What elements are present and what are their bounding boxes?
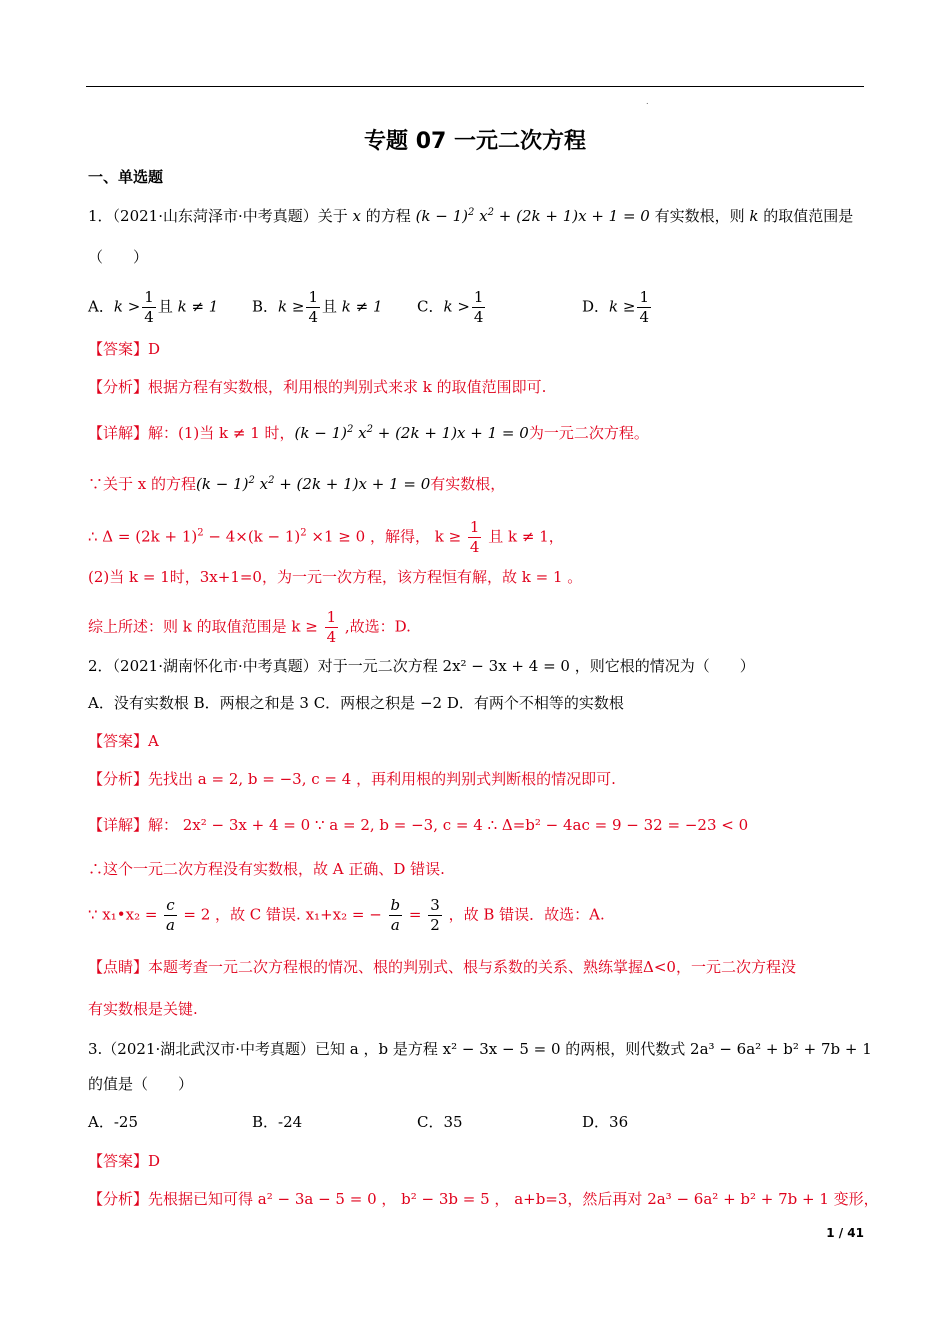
header-rule <box>86 86 864 87</box>
q1-line2: ∵关于 x 的方程$(k - 1)^2$ $x^2 + (2k + 1)x + 1 = 0$有实数根， <box>88 475 506 493</box>
q3-option-a: A．-25 <box>88 1113 138 1131</box>
q1-line3: ∴ $\Delta = (2k + 1)^2 - 4\times(k - 1)^2 \times 1 \ge 0$ ，解得， k ≥ $\frac{1}{4}$ 且 k ≠ 1， <box>88 518 564 556</box>
section-heading: 一、单选题 <box>88 168 164 186</box>
q2-line3: ∵ x₁•x₂ = $\frac{c}{a}$ = 2 ，故 C 错误. x₁+x₂ = − $\frac{b}{a}$ = $\frac{3}{2}$ ，故 B 错误．故选：A. <box>88 896 605 934</box>
q1-analysis: 【分析】根据方程有实数根，利用根的判别式来求 k 的取值范围即可. <box>88 378 547 396</box>
q2-line2: ∴这个一元二次方程没有实数根，故 A 正确、D 错误. <box>88 860 445 878</box>
q3-answer: 【答案】D <box>88 1152 161 1170</box>
q2-analysis: 【分析】先找出 a = 2, b = −3, c = 4 ，再利用根的判别式判断根的情况即可. <box>88 770 616 788</box>
q3-option-c: C．35 <box>417 1113 463 1131</box>
q2-answer: 【答案】A <box>88 732 159 750</box>
q3-option-b: B．-24 <box>252 1113 303 1131</box>
page-title: 专题 07 一元二次方程 <box>364 129 586 154</box>
q3-stem-b: 的值是（ ） <box>88 1075 194 1093</box>
q2-stem: 2．（2021·湖南怀化市·中考真题）对于一元二次方程 2x² − 3x + 4 = 0 ，则它根的情况为（ ） <box>88 657 755 675</box>
q3-option-d: D．36 <box>582 1113 629 1131</box>
q1-line4: (2)当 k = 1时，3x+1=0，为一元一次方程，该方程恒有解，故 k = 1 。 <box>88 568 583 586</box>
q1-detail: 【详解】解：(1)当 k ≠ 1 时，$(k - 1)^2$ $x^2 + (2k + 1)x + 1 = 0$为一元二次方程。 <box>88 424 649 442</box>
page-number: 1 / 41 <box>826 1226 864 1240</box>
q2-point-a: 【点睛】本题考查一元二次方程根的情况、根的判别式、根与系数的关系、熟练掌握Δ<0，一元二次方程没 <box>88 958 796 976</box>
q2-options: A．没有实数根 B．两根之和是 3 C．两根之积是 −2 D．有两个不相等的实数根 <box>88 694 624 712</box>
q1-answer: 【答案】D <box>88 340 161 358</box>
q2-detail: 【详解】解： 2x² − 3x + 4 = 0 ∵ a = 2, b = −3, c = 4 ∴ Δ=b² − 4ac = 9 − 32 = −23 < 0 <box>88 816 749 834</box>
q1-paren: （ ） <box>88 248 149 266</box>
q2-point-b: 有实数根是关键. <box>88 1000 198 1018</box>
q3-stem-a: 3.（2021·湖北武汉市·中考真题）已知 a ，b 是方程 x² − 3x − 5 = 0 的两根，则代数式 2a³ − 6a² + b² + 7b + 1 <box>88 1040 872 1058</box>
q1-line5: 综上所述：则 k 的取值范围是 k ≥ $\frac{1}{4}$ ,故选：D. <box>88 608 411 646</box>
header-dot: . <box>646 97 649 106</box>
document-page: . 专题 07 一元二次方程 一、单选题 1．（2021·山东菏泽市·中考真题）关于 x 的方程 $(k - 1)^2$ $x^2 + (2k + 1)x + 1 = 0$ 有实数根，则 k 的取值范围是 （ ） A．k > $\frac{1}{4}$ 且 k ≠ 1 B．k ≥ $\frac{1}{4}$ 且 k ≠ 1 C．k > $\frac{1}{4}$ D．k ≥ $\frac{1}{4}$ 【答案】D 【分析】根据方程有实数根，利用根的判别式来求 k 的取值范围即可. 【详解】解：(1)当 k ≠ 1 时，$(k - 1)^2$ $x^2 + (2k + 1)x + 1 = 0$为一元二次方程。 ∵关于 x 的方程$(k - 1)^2$ $x^2 + (2k + 1)x + 1 = 0$有实数根， ∴ $\Delta = (2k + 1)^2 - 4\times(k - 1)^2 \times 1 \ge 0$ ，解得， k ≥ $\frac{1}{4}$ 且 k ≠ 1， (2)当 k = 1时，3x+1=0，为一元一次方程，该方程恒有解，故 k = 1 。 综上所述：则 k 的取值范围是 k ≥ $\frac{1}{4}$ ,故选：D. 2．（2021·湖南怀化市·中考真题）对于一元二次方程 2x² − 3x + 4 = 0 ，则它根的情况为（ ） A．没有实数根 B．两根之和是 3 C．两根之积是 −2 D．有两个不相等的实数根 【答案】A 【分析】先找出 a = 2, b = −3, c = 4 ，再利用根的判别式判断根的情况即可. 【详解】解： 2x² − 3x + 4 = 0 ∵ a = 2, b = −3, c = 4 ∴ Δ=b² − 4ac = 9 − 32 = −23 < 0 ∴这个一元二次方程没有实数根，故 A 正确、D 错误. ∵ x₁•x₂ = $\frac{c}{a}$ = 2 ，故 C 错误. x₁+x₂ = − $\frac{b}{a}$ = $\frac{3}{2}$ ，故 B 错误．故选：A. 【点睛】本题考查一元二次方程根的情况、根的判别式、根与系数的关系、熟练掌握Δ<0，一元二次方程没 有实数根是关键. 3.（2021·湖北武汉市·中考真题）已知 a ，b 是方程 x² − 3x − 5 = 0 的两根，则代数式 2a³ − 6a² + b² + 7b + 1 的值是（ ） A．-25 B．-24 C．35 D．36 【答案】D 【分析】先根据已知可得 a² − 3a − 5 = 0 ， b² − 3b = 5 ， a+b=3，然后再对 2a³ − 6a² + b² + 7b + 1 变形， 1 / 41 <box>0 0 950 1344</box>
q1-stem: 1．（2021·山东菏泽市·中考真题）关于 x 的方程 $(k - 1)^2$ $x^2 + (2k + 1)x + 1 = 0$ 有实数根，则 k 的取值范围是 <box>88 207 854 225</box>
q3-analysis: 【分析】先根据已知可得 a² − 3a − 5 = 0 ， b² − 3b = 5 ， a+b=3，然后再对 2a³ − 6a² + b² + 7b + 1 变形， <box>88 1190 879 1208</box>
